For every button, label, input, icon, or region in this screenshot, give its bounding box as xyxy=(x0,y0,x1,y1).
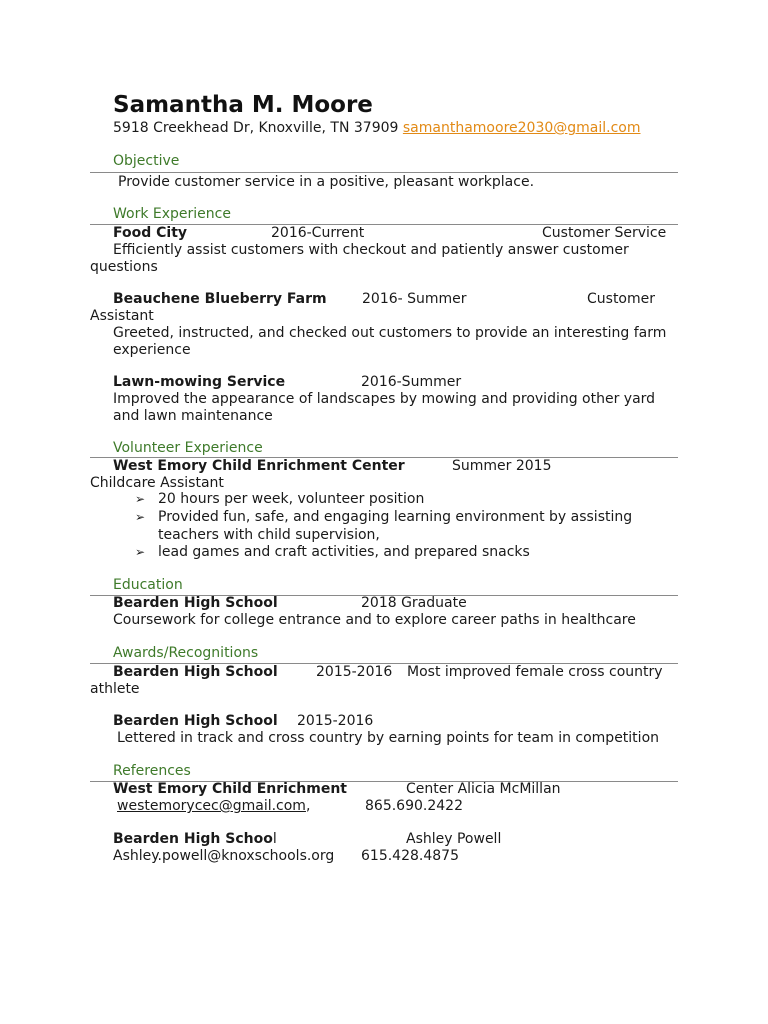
award-description: Most improved female cross country xyxy=(407,664,663,680)
employer-name: Lawn-mowing Service xyxy=(113,374,286,390)
award-description: Lettered in track and cross country by earning points for team in competition xyxy=(117,730,660,746)
employer-name: Food City xyxy=(113,225,188,241)
objective-text: Provide customer service in a positive, pleasant workplace. xyxy=(118,174,535,190)
address: 5918 Creekhead Dr, Knoxville, TN 37909 xyxy=(113,120,399,136)
graduation-date: 2018 Graduate xyxy=(361,595,467,611)
email-link[interactable]: samanthamoore2030@gmail.com xyxy=(402,120,641,136)
reference-contact: Ashley Powell xyxy=(406,831,502,847)
reference-org: West Emory Child Enrichment xyxy=(113,781,347,797)
contact-line xyxy=(113,120,641,137)
volunteer-bullet: Provided fun, safe, and engaging learning environment by assisting xyxy=(158,509,633,525)
job-role: Assistant xyxy=(90,308,154,324)
section-title-work: Work Experience xyxy=(113,206,231,222)
candidate-name: Samantha M. Moore xyxy=(113,92,373,118)
job-dates: 2016-Current xyxy=(271,225,365,241)
section-title-objective: Objective xyxy=(113,153,180,169)
award-dates: 2015-2016 xyxy=(316,664,393,680)
school-name: Bearden High School xyxy=(113,595,278,611)
section-title-volunteer: Volunteer Experience xyxy=(113,440,263,456)
section-title-education: Education xyxy=(113,577,183,593)
section-divider xyxy=(90,172,678,173)
education-description: Coursework for college entrance and to explore career paths in healthcare xyxy=(113,612,636,628)
reference-org xyxy=(113,831,277,848)
arrowhead-bullet-icon: ➢ xyxy=(135,492,146,506)
volunteer-role: Childcare Assistant xyxy=(90,475,224,491)
job-description: Efficiently assist customers with checkout and patiently answer customer xyxy=(113,242,629,258)
reference-email-link[interactable]: westemorycec@gmail.com xyxy=(117,798,306,814)
job-dates: 2016-Summer xyxy=(361,374,462,390)
reference-org-bold: Bearden High Schoo xyxy=(113,831,273,847)
volunteer-org: West Emory Child Enrichment Center xyxy=(113,458,405,474)
job-dates: 2016- Summer xyxy=(362,291,467,307)
reference-contact: Center Alicia McMillan xyxy=(406,781,561,797)
section-title-awards: Awards/Recognitions xyxy=(113,645,259,661)
reference-email-suffix: , xyxy=(305,798,311,814)
volunteer-bullet: 20 hours per week, volunteer position xyxy=(158,491,425,507)
volunteer-bullet: lead games and craft activities, and prepared snacks xyxy=(158,544,530,560)
job-description: experience xyxy=(113,342,191,358)
volunteer-bullet: teachers with child supervision, xyxy=(158,527,380,543)
employer-name: Beauchene Blueberry Farm xyxy=(113,291,327,307)
job-role: Customer xyxy=(587,291,656,307)
arrowhead-bullet-icon: ➢ xyxy=(135,545,146,559)
job-description: Improved the appearance of landscapes by mowing and providing other yard xyxy=(113,391,656,407)
section-title-references: References xyxy=(113,763,191,779)
job-description: Greeted, instructed, and checked out customers to provide an interesting farm xyxy=(113,325,667,341)
reference-org-plain: l xyxy=(272,831,277,847)
job-description: and lawn maintenance xyxy=(113,408,273,424)
award-description: athlete xyxy=(90,681,140,697)
award-school: Bearden High School xyxy=(113,664,278,680)
reference-phone: 865.690.2422 xyxy=(365,798,463,814)
job-description: questions xyxy=(90,259,158,275)
award-school: Bearden High School xyxy=(113,713,278,729)
job-role: Customer Service xyxy=(542,225,667,241)
reference-email: Ashley.powell@knoxschools.org xyxy=(113,848,335,864)
arrowhead-bullet-icon: ➢ xyxy=(135,510,146,524)
award-dates: 2015-2016 xyxy=(297,713,374,729)
reference-phone: 615.428.4875 xyxy=(361,848,459,864)
volunteer-dates: Summer 2015 xyxy=(452,458,552,474)
reference-email-line xyxy=(117,798,310,815)
